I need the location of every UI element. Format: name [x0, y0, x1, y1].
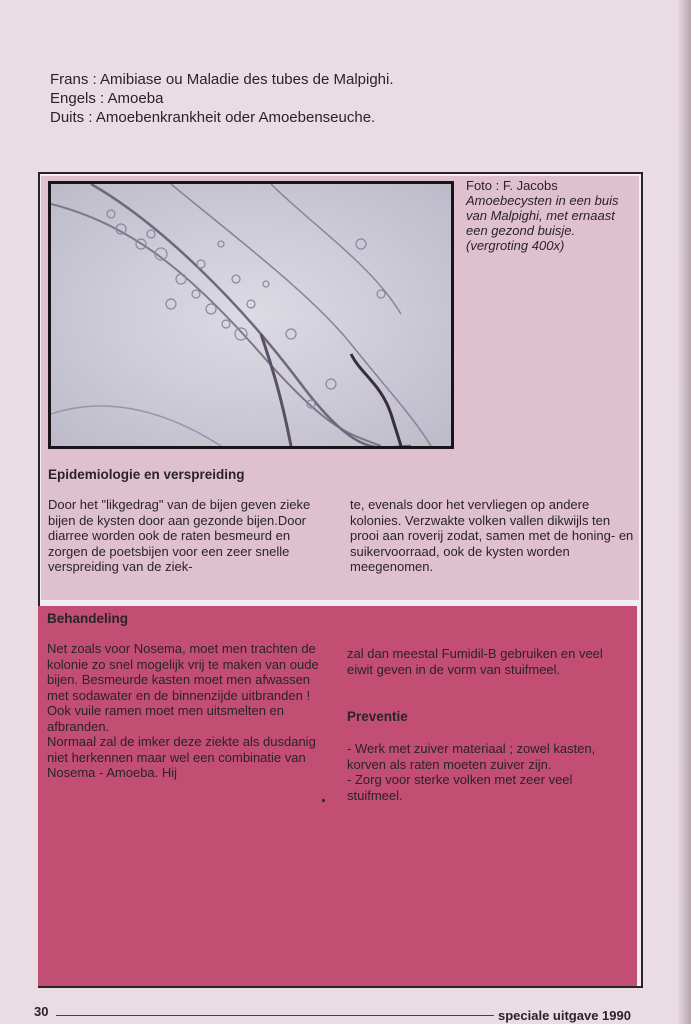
treatment-heading: Behandeling	[47, 611, 129, 626]
name-english: Engels : Amoeba	[50, 90, 164, 107]
photo-caption	[466, 178, 636, 253]
footer-rule	[56, 1015, 494, 1016]
page-edge-shadow	[677, 0, 691, 1024]
epidemiology-right-column: te, evenals door het vervliegen op andere kolonies. Verzwakte volken vallen dikwijls ten prooi aan roverij zodat, samen met de honing- en suikervoorraad, ook de kysten worden meegenomen.	[350, 497, 634, 574]
publication-name: speciale uitgave 1990	[498, 1008, 631, 1023]
page-number: 30	[34, 1004, 49, 1019]
treatment-right-column	[347, 646, 625, 677]
prevention-item-2: - Zorg voor sterke volken met zeer veel stuifmeel.	[347, 772, 573, 803]
epidemiology-heading: Epidemiologie en verspreiding	[48, 467, 245, 482]
treatment-paragraph-2: Normaal zal de imker deze ziekte als dusdanig niet herkennen maar wel een combinatie van Nosema - Amoeba. Hij	[47, 734, 316, 780]
photo-credit: Foto : F. Jacobs	[466, 178, 558, 193]
prevention-heading: Preventie	[347, 709, 408, 724]
microscope-photo	[48, 181, 454, 449]
treatment-paragraph-1: Net zoals voor Nosema, moet men trachten de kolonie zo snel mogelijk vrij te maken van oude bijen. Besmeurde kasten moet men afwassen met sodawater en de binnenzijde uitbranden ! Ook vuile ramen moet men uitsmelten en afbranden.	[47, 641, 319, 734]
language-names	[50, 70, 394, 127]
microscope-image	[51, 184, 451, 446]
name-french: Frans : Amibiase ou Maladie des tubes de Malpighi.	[50, 71, 394, 88]
name-german: Duits : Amoebenkrankheit oder Amoebenseuche.	[50, 109, 376, 126]
prevention-list	[347, 741, 625, 803]
prevention-item-1: - Werk met zuiver materiaal ; zowel kasten, korven als raten moeten zuiver zijn.	[347, 741, 596, 772]
stray-dot	[322, 799, 325, 802]
treatment-paragraph-3: zal dan meestal Fumidil-B gebruiken en veel eiwit geven in de vorm van stuifmeel.	[347, 646, 603, 677]
photo-description: Amoebecysten in een buis van Malpighi, met ernaast een gezond buisje. (vergroting 400x)	[466, 193, 619, 253]
epidemiology-left-column: Door het "likgedrag" van de bijen geven zieke bijen de kysten door aan gezonde bijen.Door diarree worden ook de raten besmeurd en zorgen de poetsbijen voor een zeer snelle verspreiding van de ziek-	[48, 497, 311, 574]
treatment-left-column	[47, 641, 327, 781]
